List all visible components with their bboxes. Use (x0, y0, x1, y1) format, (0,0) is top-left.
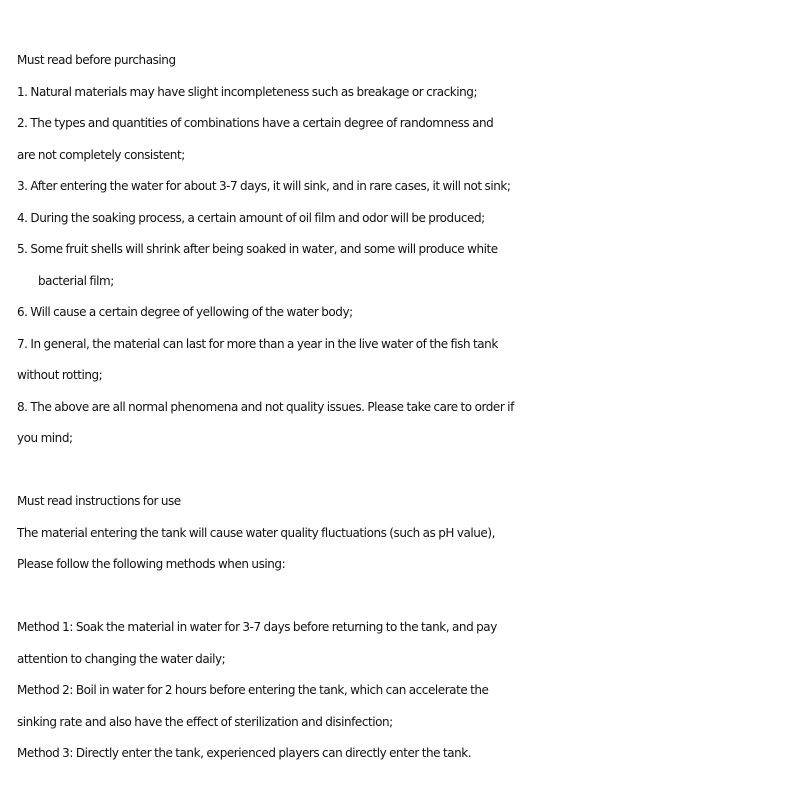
purchase-line: bacterial film; (38, 273, 114, 288)
purchase-line: without rotting; (17, 368, 103, 382)
purchase-section (17, 45, 800, 455)
purchase-line: 6. Will cause a certain degree of yellowing of the water body; (17, 305, 353, 319)
purchase-line: 5. Some fruit shells will shrink after being soaked in water, and some will produce white (17, 242, 498, 256)
purchase-line: you mind; (17, 431, 73, 445)
section-spacer (17, 581, 800, 613)
purchase-line: 2. The types and quantities of combinations have a certain degree of randomness and (17, 116, 494, 130)
method-line: Method 2: Boil in water for 2 hours before entering the tank, which can accelerate the (17, 683, 489, 697)
methods-section (17, 612, 800, 770)
product-notice (17, 45, 800, 770)
purchase-line: 3. After entering the water for about 3-7 days, it will sink, and in rare cases, it will not sink; (17, 179, 511, 193)
purchase-heading: Must read before purchasing (17, 53, 176, 67)
instructions-line: Please follow the following methods when using: (17, 557, 286, 571)
instructions-heading: Must read instructions for use (17, 494, 181, 508)
method-line: Method 3: Directly enter the tank, experienced players can directly enter the tank. (17, 746, 472, 760)
instructions-section (17, 486, 800, 581)
purchase-line: are not completely consistent; (17, 147, 185, 162)
section-spacer (17, 455, 800, 487)
purchase-line: 8. The above are all normal phenomena and not quality issues. Please take care to order if (17, 399, 514, 414)
method-line: Method 1: Soak the material in water for 3-7 days before returning to the tank, and pay (17, 620, 497, 634)
method-line: sinking rate and also have the effect of sterilization and disinfection; (17, 714, 393, 729)
instructions-line: The material entering the tank will cause water quality fluctuations (such as pH value), (17, 525, 495, 540)
method-line: attention to changing the water daily; (17, 651, 226, 666)
purchase-line: 1. Natural materials may have slight incompleteness such as breakage or cracking; (17, 84, 478, 99)
purchase-line: 7. In general, the material can last for more than a year in the live water of the fish tank (17, 336, 498, 351)
purchase-line: 4. During the soaking process, a certain amount of oil film and odor will be produced; (17, 210, 485, 225)
